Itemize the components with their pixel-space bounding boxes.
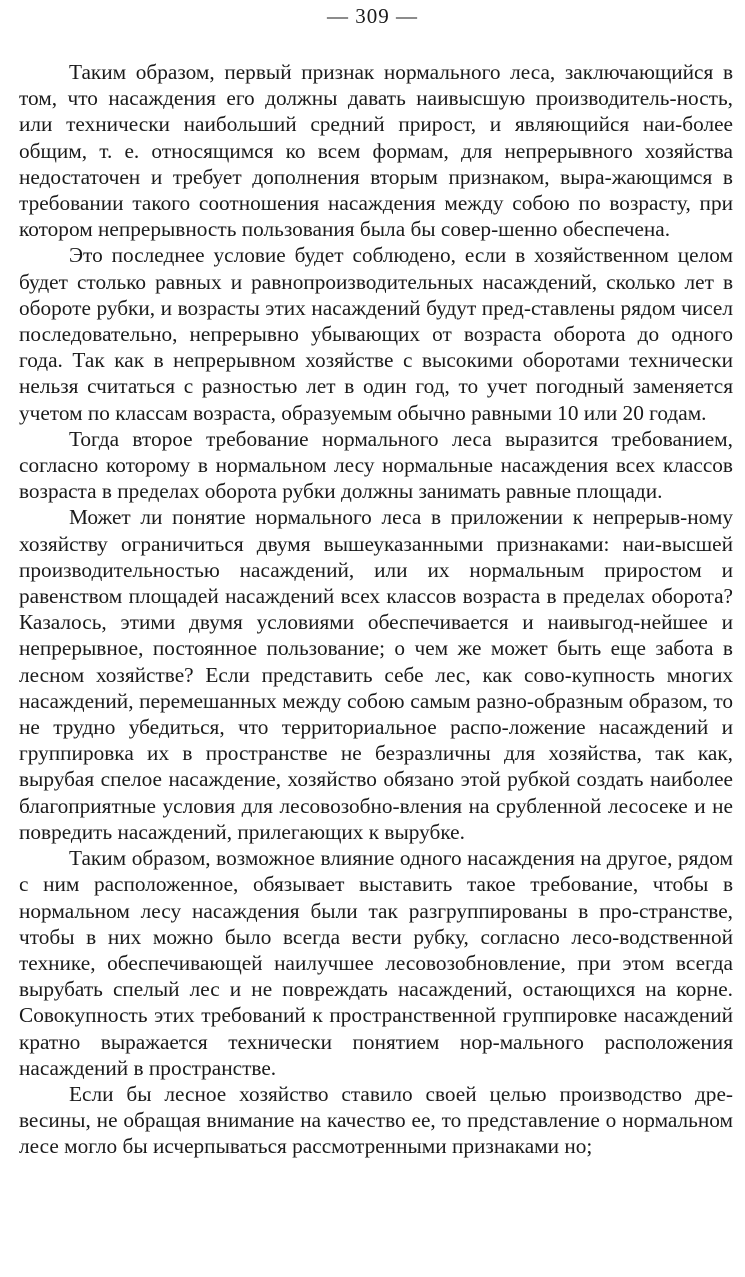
page-number: — 309 — — [327, 4, 418, 28]
paragraph-2: Это последнее условие будет соблюдено, если в хозяйственном целом будет столько равных и равнопроизводительных насаждений, сколько лет в обороте рубки, и возрасты этих насаждений будут пред-ставлены рядом чисел последовательно, непрерывно убывающих от возраста оборота до одного года. Так как в непрерывном хозяйстве с высокими оборотами технически нельзя считаться с разностью лет в один год, то учет погодный заменяется учетом по классам возраста, образуемым обычно равными 10 или 20 годам. — [19, 243, 733, 425]
paragraph-6: Если бы лесное хозяйство ставило своей целью производство дре-весины, не обращая внимание на качество ее, то представление о нормальном лесе могло бы исчерпываться рассмотренными признаками но; — [19, 1081, 733, 1159]
page-body-text — [19, 59, 733, 1160]
paragraph-3: Тогда второе требование нормального леса выразится требованием, согласно которому в нормальном лесу нормальные насаждения всех классов возраста в пределах оборота рубки должны занимать равные площади. — [19, 426, 733, 504]
paragraph-5: Таким образом, возможное влияние одного насаждения на другое, рядом с ним расположенное, обязывает выставить такое требование, чтобы в нормальном лесу насаждения были так разгруппированы в про-странстве, чтобы в них можно было всегда вести рубку, согласно лесо-водственной технике, обеспечивающей наилучшее лесовозобновление, при этом всегда вырубать спелый лес и не повреждать насаждений, остающихся на корне. Совокупность этих требований к пространственной группировке насаждений кратно выражается технически понятием нор-мального расположения насаждений в пространстве. — [19, 846, 733, 1080]
paragraph-1: Таким образом, первый признак нормального леса, заключающийся в том, что насаждения его должны давать наивысшую производитель-ность, или технически наибольший средний прирост, и являющийся наи-более общим, т. е. относящимся ко всем формам, для непрерывного хозяйства недостаточен и требует дополнения вторым признаком, выра-жающимся в требовании такого соотношения насаждения между собою по возрасту, при котором непрерывность пользования была бы совер-шенно обеспечена. — [19, 60, 733, 242]
paragraph-4: Может ли понятие нормального леса в приложении к непрерыв-ному хозяйству ограничиться двумя вышеуказанными признаками: наи-высшей производительностью насаждений, или их нормальным приростом и равенством площадей насаждений всех классов возраста в пределах оборота? Казалось, этими двумя условиями обеспечивается и наивыгод-нейшее и непрерывное, постоянное пользование; о чем же может быть еще забота в лесном хозяйстве? Если представить себе лес, как сово-купность многих насаждений, перемешанных между собою самым разно-образным образом, то не трудно убедиться, что территориальное распо-ложение насаждений и группировка их в пространстве не безразличны для хозяйства, так как, вырубая спелое насаждение, хозяйство обязано этой рубкой создать наиболее благоприятные условия для лесовозобно-вления на срубленной лесосеке и не повредить насаждений, прилегающих к вырубке. — [19, 505, 733, 844]
